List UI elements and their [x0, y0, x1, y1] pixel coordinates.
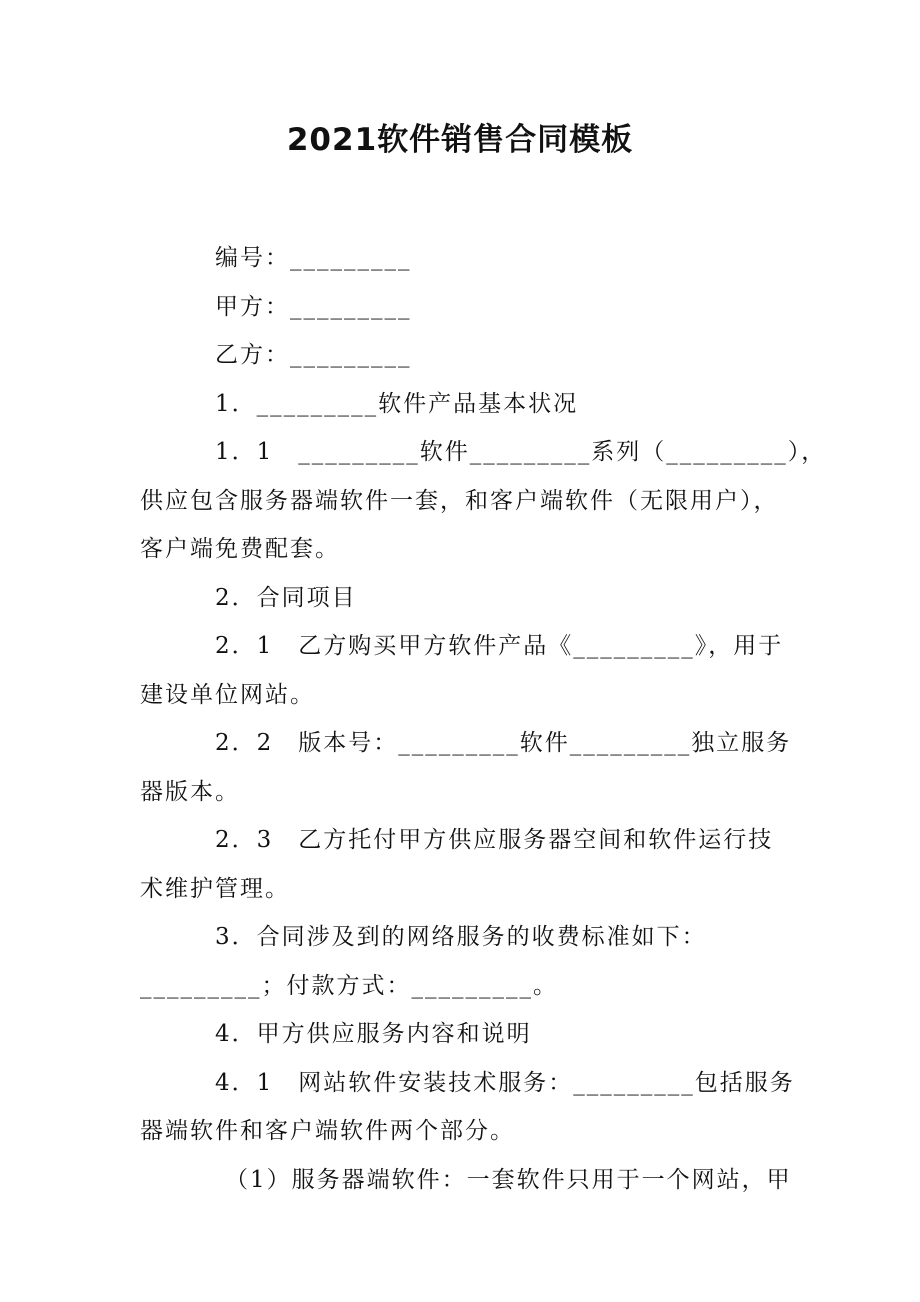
item-1-line-1: （1）服务器端软件：一套软件只用于一个网站，甲	[225, 1166, 792, 1193]
clause-1-1-line-2: 供应包含服务器端软件一套，和客户端软件（无限用户），	[140, 487, 779, 514]
section-3-line-2: _________；付款方式：_________。	[140, 972, 558, 999]
party-b-line: 乙方：_________	[215, 342, 412, 368]
clause-2-2-line-1: 2．2 版本号：_________软件_________独立服务	[215, 730, 792, 756]
contract-number-line: 编号：_________	[215, 245, 412, 271]
section-2-heading: 2．合同项目	[215, 584, 357, 611]
document-title: 2021软件销售合同模板	[286, 122, 634, 158]
section-4-heading: 4．甲方供应服务内容和说明	[215, 1021, 532, 1047]
clause-2-1-line-2: 建设单位网站。	[140, 681, 315, 708]
clause-2-3-line-2: 术维护管理。	[140, 875, 290, 902]
clause-4-1-line-2: 器端软件和客户端软件两个部分。	[140, 1118, 515, 1144]
party-a-line: 甲方：_________	[215, 293, 412, 320]
clause-2-2-line-2: 器版本。	[140, 778, 240, 805]
clause-2-3-line-1: 2．3 乙方托付甲方供应服务器空间和软件运行技	[215, 827, 774, 853]
document-body	[140, 234, 827, 1204]
section-3-line-1: 3．合同涉及到的网络服务的收费标准如下：	[215, 924, 707, 950]
clause-1-1-line-1: 1．1 _________软件_________系列（_________），	[215, 439, 827, 465]
clause-1-1-line-3: 客户端免费配套。	[140, 536, 340, 562]
section-1-heading: 1．_________软件产品基本状况	[215, 390, 579, 417]
clause-2-1-line-1: 2．1 乙方购买甲方软件产品《_________》，用于	[215, 633, 784, 659]
clause-4-1-line-1: 4．1 网站软件安装技术服务：_________包括服务	[215, 1069, 795, 1096]
